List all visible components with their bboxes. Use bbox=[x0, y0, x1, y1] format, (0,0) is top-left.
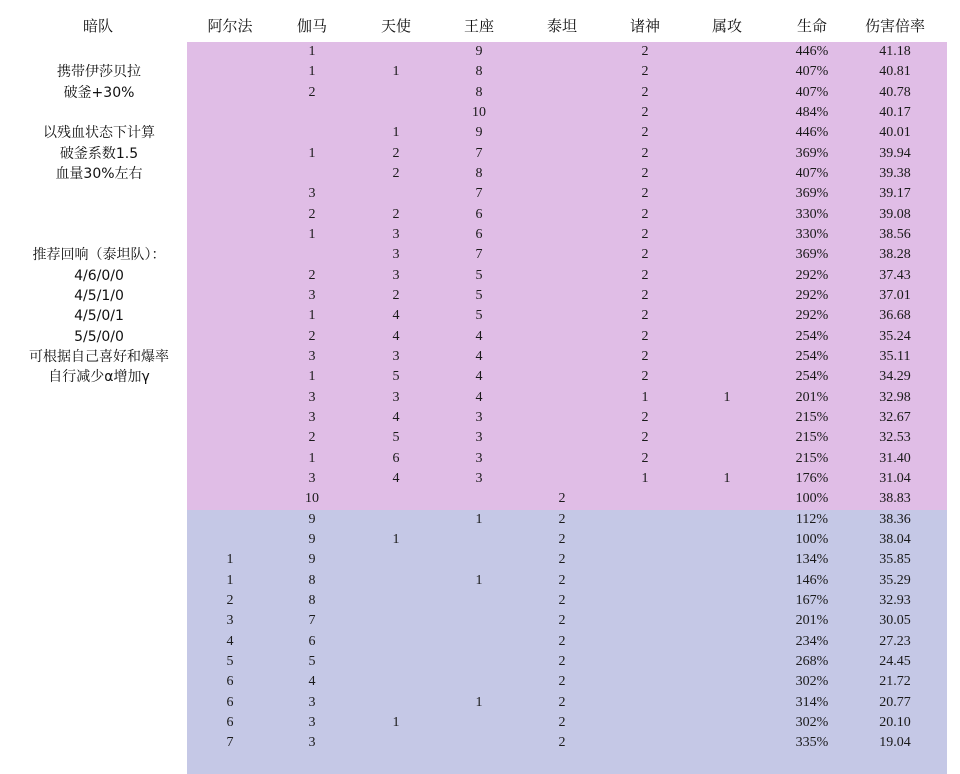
cell-伽马: 3 bbox=[308, 389, 316, 405]
cell-生命: 302% bbox=[795, 714, 829, 730]
cell-伽马: 2 bbox=[308, 84, 316, 100]
cell-伤害倍率: 38.83 bbox=[879, 491, 911, 507]
cell-生命: 167% bbox=[795, 592, 829, 608]
cell-生命: 292% bbox=[795, 308, 829, 324]
cell-伤害倍率: 31.04 bbox=[879, 470, 911, 486]
cell-生命: 201% bbox=[795, 389, 829, 405]
cell-生命: 407% bbox=[795, 84, 829, 100]
cell-王座: 6 bbox=[475, 206, 483, 222]
cell-天使: 3 bbox=[392, 348, 400, 364]
cell-诸神: 2 bbox=[641, 145, 649, 161]
note-line: 携带伊莎贝拉 bbox=[57, 64, 141, 81]
cell-生命: 369% bbox=[795, 145, 829, 161]
cell-伽马: 10 bbox=[305, 491, 319, 507]
cell-生命: 268% bbox=[795, 653, 829, 669]
note-line: 血量30%左右 bbox=[55, 165, 143, 182]
cell-天使: 2 bbox=[392, 287, 400, 303]
cell-王座: 8 bbox=[475, 64, 483, 80]
note-line: 4/6/0/0 bbox=[74, 267, 124, 284]
cell-诸神: 1 bbox=[641, 389, 649, 405]
cell-生命: 234% bbox=[795, 633, 829, 649]
cell-阿尔法: 4 bbox=[226, 633, 234, 649]
cell-属攻: 1 bbox=[723, 389, 731, 405]
cell-泰坦: 2 bbox=[558, 674, 566, 690]
cell-生命: 146% bbox=[795, 572, 829, 588]
cell-伤害倍率: 37.43 bbox=[879, 267, 911, 283]
cell-生命: 302% bbox=[795, 674, 829, 690]
cell-生命: 176% bbox=[795, 470, 829, 486]
cell-泰坦: 2 bbox=[558, 511, 566, 527]
cell-泰坦: 2 bbox=[558, 694, 566, 710]
cell-泰坦: 2 bbox=[558, 552, 566, 568]
cell-伽马: 7 bbox=[308, 613, 316, 629]
cell-伽马: 3 bbox=[308, 735, 316, 751]
cell-伽马: 1 bbox=[308, 369, 316, 385]
cell-泰坦: 2 bbox=[558, 653, 566, 669]
cell-王座: 6 bbox=[475, 226, 483, 242]
cell-阿尔法: 2 bbox=[226, 592, 234, 608]
cell-伤害倍率: 34.29 bbox=[879, 369, 911, 385]
cell-诸神: 2 bbox=[641, 247, 649, 263]
cell-天使: 5 bbox=[392, 369, 400, 385]
cell-阿尔法: 3 bbox=[226, 613, 234, 629]
cell-伽马: 5 bbox=[308, 653, 316, 669]
cell-伤害倍率: 40.17 bbox=[879, 104, 911, 120]
cell-伤害倍率: 27.23 bbox=[879, 633, 911, 649]
column-header: 阿尔法 bbox=[207, 17, 253, 35]
cell-天使: 1 bbox=[392, 714, 400, 730]
note-line: 可根据自己喜好和爆率 bbox=[29, 348, 169, 365]
cell-天使: 3 bbox=[392, 389, 400, 405]
cell-生命: 335% bbox=[795, 735, 829, 751]
cell-诸神: 2 bbox=[641, 84, 649, 100]
cell-泰坦: 2 bbox=[558, 572, 566, 588]
cell-天使: 2 bbox=[392, 165, 400, 181]
cell-伤害倍率: 39.38 bbox=[879, 165, 911, 181]
cell-诸神: 2 bbox=[641, 267, 649, 283]
cell-伽马: 1 bbox=[308, 308, 316, 324]
cell-阿尔法: 7 bbox=[226, 735, 234, 751]
cell-伽马: 1 bbox=[308, 44, 316, 59]
cell-阿尔法: 6 bbox=[226, 694, 234, 710]
cell-泰坦: 2 bbox=[558, 613, 566, 629]
cell-生命: 254% bbox=[795, 328, 829, 344]
cell-王座: 7 bbox=[475, 186, 483, 202]
cell-天使: 1 bbox=[392, 125, 400, 141]
cell-王座: 5 bbox=[475, 287, 483, 303]
cell-伤害倍率: 35.11 bbox=[879, 348, 911, 364]
cell-伤害倍率: 35.85 bbox=[879, 552, 911, 568]
cell-伽马: 1 bbox=[308, 450, 316, 466]
cell-生命: 446% bbox=[795, 44, 829, 59]
cell-伤害倍率: 39.08 bbox=[879, 206, 911, 222]
cell-诸神: 2 bbox=[641, 44, 649, 59]
cell-天使: 2 bbox=[392, 206, 400, 222]
cell-伽马: 3 bbox=[308, 470, 316, 486]
cell-生命: 314% bbox=[795, 694, 829, 710]
cell-伤害倍率: 38.28 bbox=[879, 247, 911, 263]
cell-阿尔法: 6 bbox=[226, 674, 234, 690]
cell-诸神: 2 bbox=[641, 206, 649, 222]
cell-生命: 369% bbox=[795, 247, 829, 263]
cell-泰坦: 2 bbox=[558, 592, 566, 608]
cell-伤害倍率: 21.72 bbox=[879, 674, 911, 690]
note-line: 4/5/0/1 bbox=[74, 308, 124, 325]
cell-天使: 4 bbox=[392, 470, 400, 486]
cell-王座: 1 bbox=[475, 572, 483, 588]
cell-天使: 1 bbox=[392, 531, 400, 547]
cell-诸神: 2 bbox=[641, 104, 649, 120]
cell-伽马: 2 bbox=[308, 430, 316, 446]
column-header: 属攻 bbox=[711, 17, 742, 35]
cell-阿尔法: 5 bbox=[226, 653, 234, 669]
cell-天使: 5 bbox=[392, 430, 400, 446]
cell-王座: 8 bbox=[475, 84, 483, 100]
cell-王座: 3 bbox=[475, 450, 483, 466]
cell-王座: 5 bbox=[475, 308, 483, 324]
cell-伤害倍率: 38.36 bbox=[879, 511, 911, 527]
cell-伤害倍率: 38.04 bbox=[879, 531, 911, 547]
cell-伽马: 8 bbox=[308, 572, 316, 588]
cell-伽马: 4 bbox=[308, 674, 316, 690]
note-line: 破釜系数1.5 bbox=[59, 145, 139, 162]
cell-王座: 4 bbox=[475, 369, 483, 385]
cell-伽马: 3 bbox=[308, 186, 316, 202]
cell-伤害倍率: 40.78 bbox=[879, 84, 911, 100]
cell-伽马: 1 bbox=[308, 64, 316, 80]
cell-诸神: 2 bbox=[641, 287, 649, 303]
column-header: 生命 bbox=[796, 17, 827, 35]
column-header: 诸神 bbox=[629, 17, 660, 35]
cell-伽马: 3 bbox=[308, 694, 316, 710]
cell-伽马: 8 bbox=[308, 592, 316, 608]
cell-诸神: 2 bbox=[641, 450, 649, 466]
cell-伤害倍率: 19.04 bbox=[879, 735, 911, 751]
cell-王座: 3 bbox=[475, 409, 483, 425]
cell-生命: 215% bbox=[795, 409, 829, 425]
cell-泰坦: 2 bbox=[558, 735, 566, 751]
cell-天使: 1 bbox=[392, 64, 400, 80]
cell-天使: 2 bbox=[392, 145, 400, 161]
cell-伽马: 2 bbox=[308, 206, 316, 222]
column-header: 天使 bbox=[380, 17, 411, 35]
cell-生命: 446% bbox=[795, 125, 829, 141]
cell-伤害倍率: 32.93 bbox=[879, 592, 911, 608]
cell-天使: 3 bbox=[392, 247, 400, 263]
cell-天使: 3 bbox=[392, 226, 400, 242]
cell-生命: 407% bbox=[795, 64, 829, 80]
cell-伤害倍率: 36.68 bbox=[879, 308, 911, 324]
cell-天使: 6 bbox=[392, 450, 400, 466]
cell-生命: 254% bbox=[795, 348, 829, 364]
column-header: 伤害倍率 bbox=[864, 17, 925, 35]
note-line: 4/5/1/0 bbox=[74, 287, 124, 304]
cell-生命: 330% bbox=[795, 226, 829, 242]
cell-属攻: 1 bbox=[723, 470, 731, 486]
cell-伽马: 9 bbox=[308, 511, 316, 527]
cell-伤害倍率: 35.24 bbox=[879, 328, 911, 344]
cell-生命: 100% bbox=[795, 491, 829, 507]
cell-阿尔法: 1 bbox=[226, 572, 234, 588]
cell-泰坦: 2 bbox=[558, 491, 566, 507]
note-line: 推荐回响（泰坦队）： bbox=[32, 247, 166, 264]
cell-王座: 9 bbox=[475, 44, 483, 59]
column-header: 王座 bbox=[463, 17, 494, 35]
cell-伤害倍率: 32.98 bbox=[879, 389, 911, 405]
cell-伤害倍率: 40.01 bbox=[879, 125, 911, 141]
cell-泰坦: 2 bbox=[558, 714, 566, 730]
cell-伽马: 3 bbox=[308, 287, 316, 303]
cell-诸神: 2 bbox=[641, 64, 649, 80]
cell-伽马: 2 bbox=[308, 267, 316, 283]
cell-诸神: 2 bbox=[641, 186, 649, 202]
column-header: 泰坦 bbox=[546, 17, 577, 35]
cell-王座: 7 bbox=[475, 247, 483, 263]
cell-诸神: 2 bbox=[641, 125, 649, 141]
cell-泰坦: 2 bbox=[558, 531, 566, 547]
cell-生命: 292% bbox=[795, 267, 829, 283]
cell-伤害倍率: 20.77 bbox=[879, 694, 911, 710]
cell-伤害倍率: 41.18 bbox=[879, 44, 911, 59]
cell-泰坦: 2 bbox=[558, 633, 566, 649]
cell-生命: 100% bbox=[795, 531, 829, 547]
cell-诸神: 2 bbox=[641, 308, 649, 324]
cell-诸神: 2 bbox=[641, 328, 649, 344]
cell-阿尔法: 1 bbox=[226, 552, 234, 568]
cell-王座: 3 bbox=[475, 470, 483, 486]
cell-诸神: 2 bbox=[641, 165, 649, 181]
cell-生命: 330% bbox=[795, 206, 829, 222]
cell-伽马: 3 bbox=[308, 409, 316, 425]
cell-王座: 8 bbox=[475, 165, 483, 181]
cell-伤害倍率: 40.81 bbox=[879, 64, 911, 80]
cell-伤害倍率: 38.56 bbox=[879, 226, 911, 242]
cell-王座: 1 bbox=[475, 694, 483, 710]
cell-生命: 134% bbox=[795, 552, 829, 568]
cell-王座: 3 bbox=[475, 430, 483, 446]
cell-生命: 215% bbox=[795, 450, 829, 466]
cell-王座: 1 bbox=[475, 511, 483, 527]
note-line: 自行减少α增加γ bbox=[48, 369, 150, 386]
cell-伤害倍率: 24.45 bbox=[879, 653, 911, 669]
cell-阿尔法: 6 bbox=[226, 714, 234, 730]
cell-伽马: 9 bbox=[308, 552, 316, 568]
cell-诸神: 2 bbox=[641, 430, 649, 446]
cell-伽马: 6 bbox=[308, 633, 316, 649]
cell-伤害倍率: 39.94 bbox=[879, 145, 911, 161]
cell-天使: 4 bbox=[392, 409, 400, 425]
cell-伽马: 9 bbox=[308, 531, 316, 547]
cell-王座: 10 bbox=[472, 104, 486, 120]
note-line: 破釜+30% bbox=[63, 84, 135, 101]
cell-伽马: 1 bbox=[308, 145, 316, 161]
cell-诸神: 2 bbox=[641, 369, 649, 385]
cell-诸神: 2 bbox=[641, 226, 649, 242]
cell-诸神: 1 bbox=[641, 470, 649, 486]
cell-伽马: 3 bbox=[308, 348, 316, 364]
cell-天使: 4 bbox=[392, 328, 400, 344]
cell-王座: 4 bbox=[475, 328, 483, 344]
cell-生命: 112% bbox=[795, 511, 829, 527]
cell-王座: 4 bbox=[475, 389, 483, 405]
cell-王座: 4 bbox=[475, 348, 483, 364]
cell-生命: 254% bbox=[795, 369, 829, 385]
cell-伽马: 2 bbox=[308, 328, 316, 344]
cell-王座: 7 bbox=[475, 145, 483, 161]
column-header: 伽马 bbox=[296, 17, 327, 35]
cell-伤害倍率: 37.01 bbox=[879, 287, 911, 303]
cell-伽马: 3 bbox=[308, 714, 316, 730]
cell-生命: 484% bbox=[795, 104, 829, 120]
cell-诸神: 2 bbox=[641, 409, 649, 425]
cell-王座: 5 bbox=[475, 267, 483, 283]
cell-生命: 201% bbox=[795, 613, 829, 629]
cell-伤害倍率: 35.29 bbox=[879, 572, 911, 588]
note-line: 以残血状态下计算 bbox=[43, 125, 155, 142]
cell-伤害倍率: 31.40 bbox=[879, 450, 911, 466]
cell-生命: 407% bbox=[795, 165, 829, 181]
cell-伤害倍率: 32.67 bbox=[879, 409, 911, 425]
cell-天使: 3 bbox=[392, 267, 400, 283]
cell-伤害倍率: 32.53 bbox=[879, 430, 911, 446]
cell-生命: 369% bbox=[795, 186, 829, 202]
cell-天使: 4 bbox=[392, 308, 400, 324]
cell-王座: 9 bbox=[475, 125, 483, 141]
column-header: 暗队 bbox=[82, 17, 113, 35]
cell-伤害倍率: 30.05 bbox=[879, 613, 911, 629]
cell-伽马: 1 bbox=[308, 226, 316, 242]
cell-伤害倍率: 20.10 bbox=[879, 714, 911, 730]
cell-生命: 292% bbox=[795, 287, 829, 303]
cell-伤害倍率: 39.17 bbox=[879, 186, 911, 202]
note-line: 5/5/0/0 bbox=[74, 328, 124, 345]
cell-诸神: 2 bbox=[641, 348, 649, 364]
cell-生命: 215% bbox=[795, 430, 829, 446]
